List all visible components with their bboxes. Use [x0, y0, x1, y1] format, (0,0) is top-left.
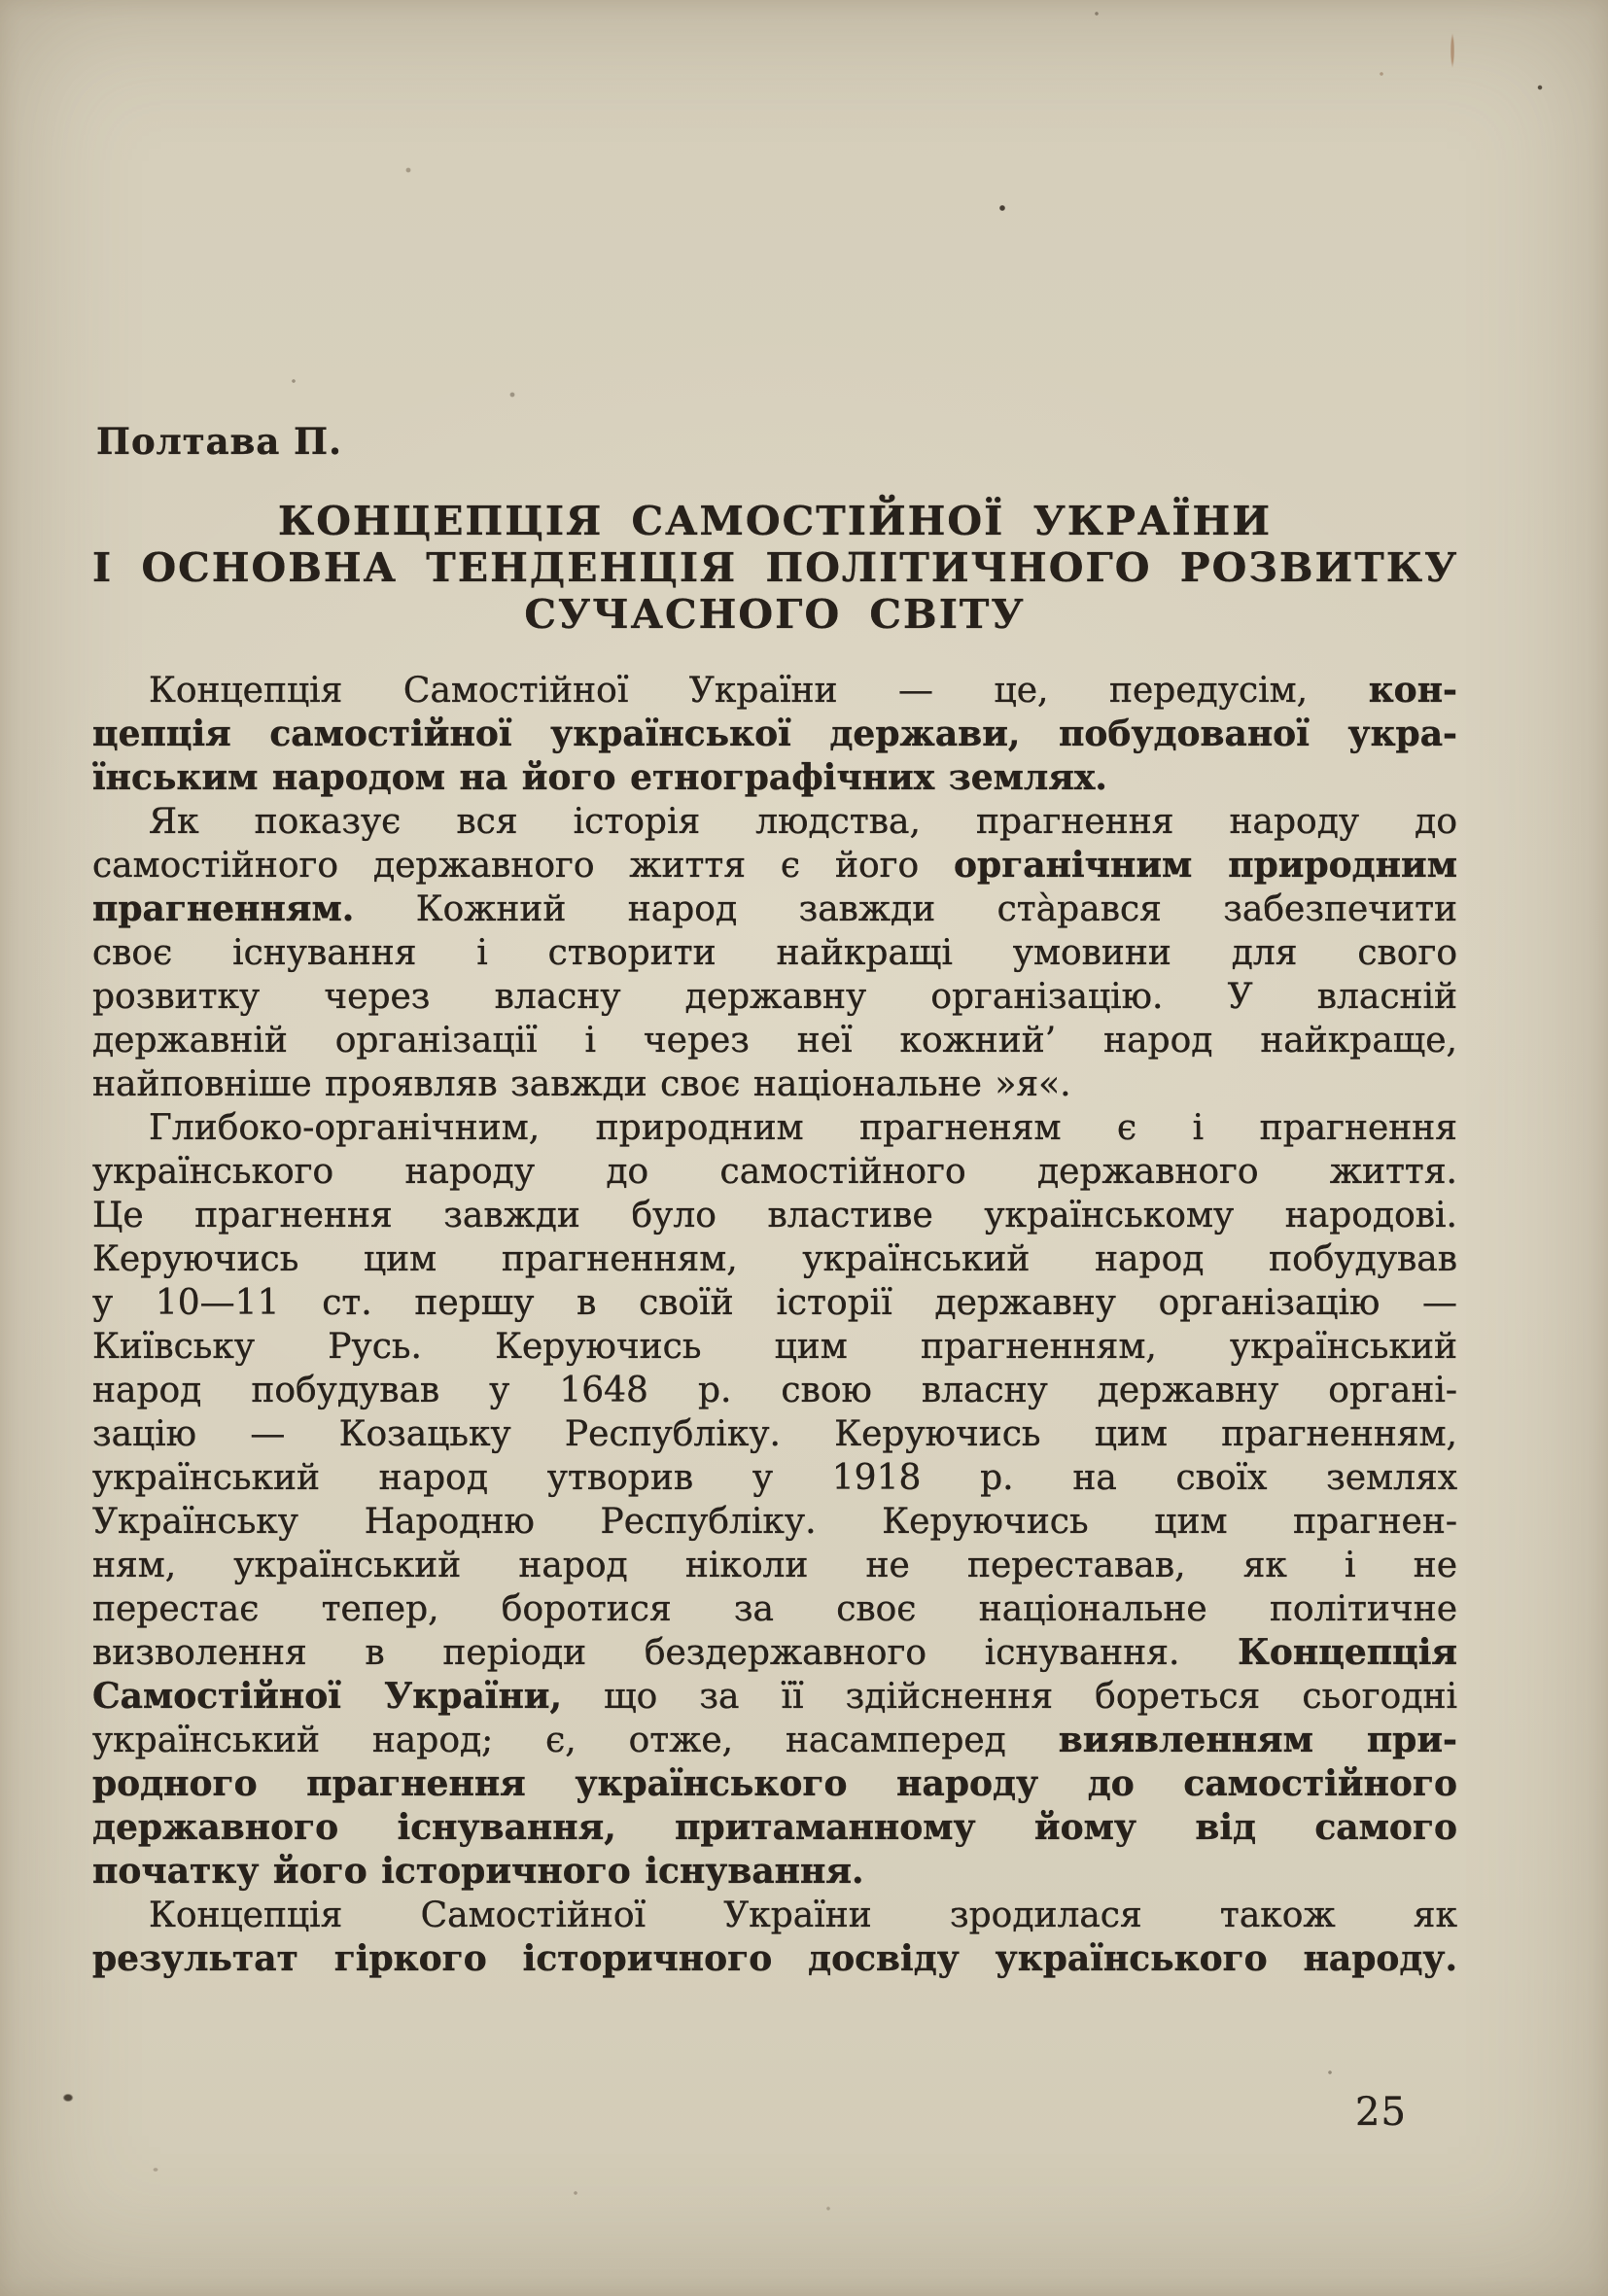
bold-text-run: державного існування, притаманному йому від самого [92, 1807, 1457, 1848]
text-run: найповніше проявляв завжди своє національне »я«. [92, 1064, 1071, 1104]
text-line [92, 844, 1457, 887]
title-line: І ОСНОВНА ТЕНДЕНЦІЯ ПОЛІТИЧНОГО РОЗВИТКУ [92, 544, 1459, 591]
text-line [92, 1631, 1457, 1675]
text-run: українського народу до самостійного державного життя. [92, 1152, 1457, 1192]
bold-text-run: їнським народом на його етнографічних землях. [92, 757, 1107, 798]
text-line [92, 1937, 1457, 1981]
text-run: Керуючись цим прагненням, український народ побудував [92, 1239, 1457, 1279]
text-run: Київську Русь. Керуючись цим прагненням, український [92, 1327, 1457, 1367]
text-run: Концепція Самостійної України — це, передусім, [149, 671, 1369, 711]
bold-text-run: виявленням при- [1058, 1720, 1457, 1760]
bold-text-run: органічним природним [954, 845, 1457, 886]
text-line [92, 800, 1457, 844]
text-run: Як показує вся історія людства, прагнення народу до [149, 802, 1457, 842]
text-line [92, 1762, 1457, 1806]
title-line: СУЧАСНОГО СВІТУ [524, 591, 1026, 638]
text-run: державній організації і через неї кожний’ народ найкраще, [92, 1021, 1457, 1061]
text-line [92, 1894, 1457, 1937]
text-line [92, 1806, 1457, 1850]
text-run: своє існування і створити найкращі умовини для свого [92, 933, 1457, 973]
bold-text-run: початку його історичного існування. [92, 1851, 864, 1892]
text-run: самостійного державного життя є його [92, 846, 955, 886]
text-line [92, 1369, 1457, 1412]
text-run: ням, український народ ніколи не переставав, як і не [92, 1546, 1457, 1585]
text-line [92, 1544, 1457, 1587]
bold-text-run: родного прагнення українського народу до самостійного [92, 1763, 1457, 1804]
text-run: Це прагнення завжди було властиве українському народові. [92, 1196, 1457, 1235]
bold-text-run: кон- [1368, 670, 1457, 711]
text-run: український народ утворив у 1918 р. на своїх землях [92, 1458, 1457, 1498]
text-line [92, 1719, 1457, 1762]
text-run: визволення в періоди бездержавного існування. [92, 1633, 1239, 1673]
text-run: український народ; є, отже, насамперед [92, 1721, 1059, 1760]
text-run: Концепція Самостійної України зродилася також як [149, 1896, 1457, 1935]
text-line [92, 931, 1457, 975]
bold-text-run: прагненням. [92, 888, 355, 929]
page-number: 25 [1355, 2090, 1407, 2135]
text-line [92, 1019, 1457, 1062]
author-byline: Полтава П. [96, 420, 342, 463]
text-line [92, 756, 1457, 800]
bold-text-run: Концепція [1238, 1632, 1457, 1673]
bold-text-run: результат гіркого історичного досвіду українського народу. [92, 1938, 1457, 1979]
text-line [92, 1325, 1457, 1369]
text-line [92, 1412, 1457, 1456]
text-run: Українську Народню Республіку. Керуючись цим прагнен- [92, 1502, 1457, 1542]
article-title [92, 498, 1457, 638]
bold-text-run: цепція самостійної української держави, побудованої укра- [92, 713, 1457, 754]
article-body [92, 669, 1457, 1981]
text-run: перестає тепер, боротися за своє національне політичне [92, 1589, 1457, 1629]
text-line [92, 1587, 1457, 1631]
text-line [92, 1150, 1457, 1194]
title-line: КОНЦЕПЦІЯ САМОСТІЙНОЇ УКРАЇНИ [277, 498, 1273, 544]
text-run: зацію — Козацьку Республіку. Керуючись цим прагненням, [92, 1414, 1457, 1454]
text-line [92, 1500, 1457, 1544]
text-run: Глибоко-органічним, природним прагненям є і прагнення [149, 1108, 1457, 1148]
text-line [92, 1675, 1457, 1719]
bold-text-run: Самостійної України, [92, 1676, 563, 1717]
text-line [92, 1237, 1457, 1281]
text-line [92, 887, 1457, 931]
text-line [92, 1106, 1457, 1150]
text-line [92, 669, 1457, 713]
text-line [92, 1850, 1457, 1894]
text-run: у 10—11 ст. першу в своїй історії державну організацію — [92, 1283, 1457, 1323]
text-line [92, 975, 1457, 1019]
text-line [92, 1456, 1457, 1500]
text-line [92, 713, 1457, 756]
text-run: народ побудував у 1648 р. свою власну державну органі- [92, 1371, 1457, 1410]
text-run: Кожний народ завжди ста̀рався забезпечити [354, 889, 1457, 929]
text-line [92, 1062, 1457, 1106]
text-run: що за її здійснення бореться сьогодні [562, 1677, 1457, 1717]
text-run: розвитку через власну державну організацію. У власній [92, 977, 1457, 1017]
text-line [92, 1281, 1457, 1325]
text-line [92, 1194, 1457, 1237]
